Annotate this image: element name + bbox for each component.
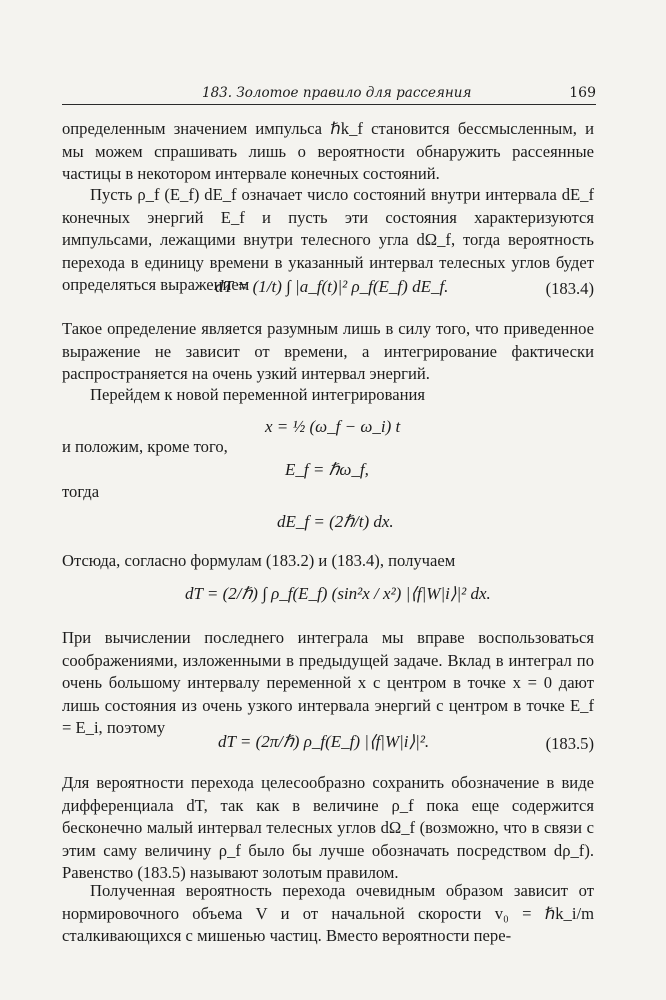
paragraph-9: Для вероятности перехода целесообразно сохранить обозначение в виде дифференциала dT, так как в величине ρ_f пока еще содержится бесконечно малый интервал телесных углов dΩ_f (возможно, что в связи с этим саму величину ρ_f было бы лучше обозначать посредством dρ_f). Равенство (183.5) называют золотым правилом. bbox=[62, 773, 594, 882]
paragraph-6: тогда bbox=[62, 482, 100, 501]
paragraph-8: При вычислении последнего интеграла мы вправе воспользоваться соображениями, изложенными в предыдущей задаче. Вклад в интеграл по очень большому интервалу переменной x с центром в точке x = 0 дают лишь состояния из очень узкого интервала энергий с центром в точке E_f = E_i, поэтому bbox=[62, 628, 594, 737]
paragraph-10: Полученная вероятность перехода очевидным образом зависит от нормировочного объема V и от начальной скорости v₀ = ℏk_i/m сталкивающихся с мишенью частиц. Вместо вероятности пере- bbox=[62, 881, 594, 945]
running-header bbox=[62, 82, 596, 105]
running-title: 183. Золотое правило для рассеяния bbox=[202, 85, 472, 101]
equation-dE: dE_f = (2ℏ/t) dx. bbox=[277, 512, 394, 531]
paragraph-7: Отсюда, согласно формулам (183.2) и (183.4), получаем bbox=[62, 551, 456, 570]
equation-label-183-5: (183.5) bbox=[545, 734, 594, 753]
equation-dT-integral: dT = (2/ℏ) ∫ ρ_f(E_f) (sin²x / x²) |⟨f|W|i⟩|² dx. bbox=[185, 584, 491, 603]
equation-label-183-4: (183.4) bbox=[545, 279, 594, 298]
page-number: 169 bbox=[569, 85, 596, 101]
paragraph-2: Пусть ρ_f (E_f) dE_f означает число состояний внутри интервала dE_f конечных энергий E_f и пусть эти состояния характеризуются импульсами, лежащими внутри телесного угла dΩ_f, тогда вероятность перехода в единицу времени в указанный интервал телесных углов будет определяться выражением bbox=[62, 185, 594, 294]
equation-183-4: dT = (1/t) ∫ |a_f(t)|² ρ_f(E_f) dE_f. bbox=[215, 277, 449, 296]
equation-energy: E_f = ℏω_f, bbox=[285, 460, 369, 479]
paragraph-4: Перейдем к новой переменной интегрирования bbox=[90, 385, 425, 404]
paragraph-5: и положим, кроме того, bbox=[62, 437, 228, 456]
paragraph-3: Такое определение является разумным лишь в силу того, что приведенное выражение не зависит от времени, а интегрирование фактически распространяется на очень узкий интервал энергий. bbox=[62, 319, 594, 383]
equation-variable-x: x = ½ (ω_f − ω_i) t bbox=[265, 417, 401, 436]
paragraph-1: определенным значением импульса ℏk_f становится бессмысленным, и мы можем спрашивать лишь о вероятности обнаружить рассеянные частицы в некотором интервале конечных состояний. bbox=[62, 119, 594, 183]
equation-183-5: dT = (2π/ℏ) ρ_f(E_f) |⟨f|W|i⟩|². bbox=[218, 732, 430, 751]
